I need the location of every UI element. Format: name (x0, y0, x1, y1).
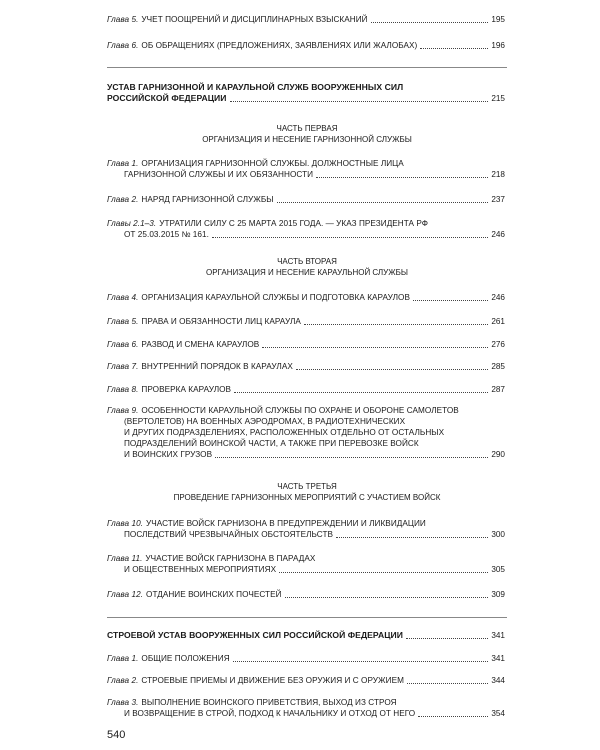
chapter-title-line5: И ВОИНСКИХ ГРУЗОВ (124, 450, 213, 459)
part-heading-2 (107, 256, 507, 278)
toc-entry-ch5-prev (107, 14, 505, 25)
chapter-title: ОРГАНИЗАЦИЯ КАРАУЛЬНОЙ СЛУЖБЫ И ПОДГОТОВКА КАРАУЛОВ (141, 293, 410, 302)
toc-entry-g-ch9 (107, 405, 505, 460)
chapter-label: Глава 2. (107, 676, 139, 685)
chapter-label: Глава 5. (107, 317, 139, 326)
toc-entry-g-ch4 (107, 292, 505, 303)
chapter-title: ОБЩИЕ ПОЛОЖЕНИЯ (141, 654, 230, 663)
page-ref: 300 (491, 530, 505, 539)
page-ref: 290 (491, 450, 505, 459)
page-ref: 285 (491, 362, 505, 371)
chapter-label: Глава 2. (107, 195, 139, 204)
leader-dots (279, 572, 488, 573)
toc-entry-g-ch1 (107, 158, 505, 180)
leader-dots (296, 369, 488, 370)
page-ref: 309 (491, 590, 505, 599)
leader-dots (277, 202, 489, 203)
chapter-title: СТРОЕВЫЕ ПРИЕМЫ И ДВИЖЕНИЕ БЕЗ ОРУЖИЯ И С ОРУЖИЕМ (141, 676, 404, 685)
leader-dots (420, 48, 488, 49)
toc-section-drill (107, 630, 505, 641)
leader-dots (418, 716, 488, 717)
chapter-label: Глава 8. (107, 385, 139, 394)
part-heading-3 (107, 481, 507, 503)
chapter-title-line2: И ОБЩЕСТВЕННЫХ МЕРОПРИЯТИЯХ (124, 565, 277, 574)
leader-dots (212, 237, 488, 238)
chapter-title: ПРОВЕРКА КАРАУЛОВ (141, 385, 232, 394)
chapter-label: Глава 12. (107, 590, 144, 599)
chapter-title: ПРАВА И ОБЯЗАННОСТИ ЛИЦ КАРАУЛА (141, 317, 301, 326)
toc-entry-d-ch3 (107, 697, 505, 719)
toc-section-garrison (107, 82, 505, 104)
toc-entry-ch6-prev (107, 40, 505, 51)
leader-dots (304, 324, 488, 325)
toc-entry-g-ch10 (107, 518, 505, 540)
chapter-label: Глава 11. (107, 554, 143, 563)
page-ref: 218 (491, 170, 505, 179)
chapter-title-line2: ОТ 25.03.2015 № 161. (124, 230, 209, 239)
leader-dots (230, 101, 489, 102)
page-ref: 341 (491, 631, 505, 640)
page-ref: 354 (491, 709, 505, 718)
chapter-title-line1: УЧАСТИЕ ВОЙСК ГАРНИЗОНА В ПАРАДАХ (145, 554, 316, 563)
chapter-title-line1: УЧАСТИЕ ВОЙСК ГАРНИЗОНА В ПРЕДУПРЕЖДЕНИИ И ЛИКВИДАЦИИ (146, 519, 426, 528)
page-ref: 261 (491, 317, 505, 326)
chapter-title-line2: ПОСЛЕДСТВИЙ ЧРЕЗВЫЧАЙНЫХ ОБСТОЯТЕЛЬСТВ (124, 530, 334, 539)
toc-entry-g-ch12 (107, 589, 505, 600)
chapter-label: Глава 4. (107, 293, 139, 302)
leader-dots (407, 683, 488, 684)
page-ref: 246 (491, 293, 505, 302)
chapter-label: Глава 1. (107, 654, 139, 663)
page-ref: 276 (491, 340, 505, 349)
toc-entry-g-ch21 (107, 218, 505, 240)
leader-dots (371, 22, 489, 23)
toc-entry-d-ch1 (107, 653, 505, 664)
page-ref: 305 (491, 565, 505, 574)
section-divider (107, 67, 507, 68)
page-ref: 246 (491, 230, 505, 239)
leader-dots (234, 392, 488, 393)
leader-dots (215, 457, 488, 458)
part-label: ЧАСТЬ ПЕРВАЯ (276, 124, 338, 133)
page-ref: 215 (491, 94, 505, 103)
page-ref: 287 (491, 385, 505, 394)
page-ref: 196 (491, 41, 505, 50)
toc-entry-g-ch2 (107, 194, 505, 205)
chapter-label: Глава 3. (107, 698, 139, 707)
chapter-title-line1: ВЫПОЛНЕНИЕ ВОИНСКОГО ПРИВЕТСТВИЯ, ВЫХОД ИЗ СТРОЯ (141, 698, 397, 707)
chapter-title: ОБ ОБРАЩЕНИЯХ (ПРЕДЛОЖЕНИЯХ, ЗАЯВЛЕНИЯХ ИЛИ ЖАЛОБАХ) (141, 41, 418, 50)
part-label: ЧАСТЬ ВТОРАЯ (277, 257, 337, 266)
section-title: СТРОЕВОЙ УСТАВ ВООРУЖЕННЫХ СИЛ РОССИЙСКОЙ ФЕДЕРАЦИИ (107, 630, 403, 640)
chapter-label: Глава 10. (107, 519, 144, 528)
chapter-label: Глава 9. (107, 406, 139, 415)
chapter-label: Глава 6. (107, 41, 139, 50)
part-title: ПРОВЕДЕНИЕ ГАРНИЗОННЫХ МЕРОПРИЯТИЙ С УЧАСТИЕМ ВОЙСК (173, 493, 441, 502)
leader-dots (336, 537, 488, 538)
chapter-title: РАЗВОД И СМЕНА КАРАУЛОВ (141, 340, 260, 349)
part-title: ОРГАНИЗАЦИЯ И НЕСЕНИЕ ГАРНИЗОННОЙ СЛУЖБЫ (202, 135, 412, 144)
chapter-label: Глава 6. (107, 340, 139, 349)
section-title-line1: УСТАВ ГАРНИЗОННОЙ И КАРАУЛЬНОЙ СЛУЖБ ВООРУЖЕННЫХ СИЛ (107, 82, 404, 92)
part-heading-1 (107, 123, 507, 145)
toc-entry-g-ch6 (107, 339, 505, 350)
chapter-title: НАРЯД ГАРНИЗОННОЙ СЛУЖБЫ (141, 195, 274, 204)
leader-dots (413, 300, 488, 301)
leader-dots (316, 177, 488, 178)
leader-dots (233, 661, 489, 662)
section-title-line2: РОССИЙСКОЙ ФЕДЕРАЦИИ (107, 93, 227, 103)
toc-entry-g-ch8 (107, 384, 505, 395)
chapter-title-line3: И ДРУГИХ ПОДРАЗДЕЛЕНИЯХ, РАСПОЛОЖЕННЫХ ОТДЕЛЬНО ОТ ОСТАЛЬНЫХ (124, 428, 445, 437)
part-label: ЧАСТЬ ТРЕТЬЯ (277, 482, 337, 491)
chapter-title-line2: И ВОЗВРАЩЕНИЕ В СТРОЙ, ПОДХОД К НАЧАЛЬНИКУ И ОТХОД ОТ НЕГО (124, 709, 416, 718)
leader-dots (406, 638, 488, 639)
chapter-title-line4: ПОДРАЗДЕЛЕНИЙ ВОИНСКОЙ ЧАСТИ, А ТАКЖЕ ПРИ ПЕРЕВОЗКЕ ВОЙСК (124, 439, 419, 448)
chapter-label: Глава 7. (107, 362, 139, 371)
chapter-title-line2: ГАРНИЗОННОЙ СЛУЖБЫ И ИХ ОБЯЗАННОСТИ (124, 170, 314, 179)
toc-entry-g-ch5 (107, 316, 505, 327)
chapter-title-line2: (ВЕРТОЛЕТОВ) НА ВОЕННЫХ АЭРОДРОМАХ, В РАДИОТЕХНИЧЕСКИХ (124, 417, 406, 426)
chapter-title-line1: ОРГАНИЗАЦИЯ ГАРНИЗОННОЙ СЛУЖБЫ. ДОЛЖНОСТНЫЕ ЛИЦА (141, 159, 404, 168)
chapter-label: Глава 5. (107, 15, 139, 24)
chapter-title-line1: ОСОБЕННОСТИ КАРАУЛЬНОЙ СЛУЖБЫ ПО ОХРАНЕ И ОБОРОНЕ САМОЛЕТОВ (141, 406, 459, 415)
leader-dots (262, 347, 488, 348)
toc-entry-d-ch2 (107, 675, 505, 686)
page-ref: 195 (491, 15, 505, 24)
chapter-title: ВНУТРЕННИЙ ПОРЯДОК В КАРАУЛАХ (141, 362, 293, 371)
chapter-label: Главы 2.1–3. (107, 219, 157, 228)
part-title: ОРГАНИЗАЦИЯ И НЕСЕНИЕ КАРАУЛЬНОЙ СЛУЖБЫ (206, 268, 408, 277)
chapter-label: Глава 1. (107, 159, 139, 168)
page-number: 540 (107, 729, 126, 741)
chapter-title-line1: УТРАТИЛИ СИЛУ С 25 МАРТА 2015 ГОДА. — УКАЗ ПРЕЗИДЕНТА РФ (159, 219, 429, 228)
toc-entry-g-ch11 (107, 553, 505, 575)
page-ref: 341 (491, 654, 505, 663)
page-ref: 237 (491, 195, 505, 204)
chapter-title: ОТДАНИЕ ВОИНСКИХ ПОЧЕСТЕЙ (146, 590, 282, 599)
toc-entry-g-ch7 (107, 361, 505, 372)
page-ref: 344 (491, 676, 505, 685)
leader-dots (285, 597, 489, 598)
chapter-title: УЧЕТ ПООЩРЕНИЙ И ДИСЦИПЛИНАРНЫХ ВЗЫСКАНИЙ (141, 15, 368, 24)
section-divider (107, 617, 507, 618)
